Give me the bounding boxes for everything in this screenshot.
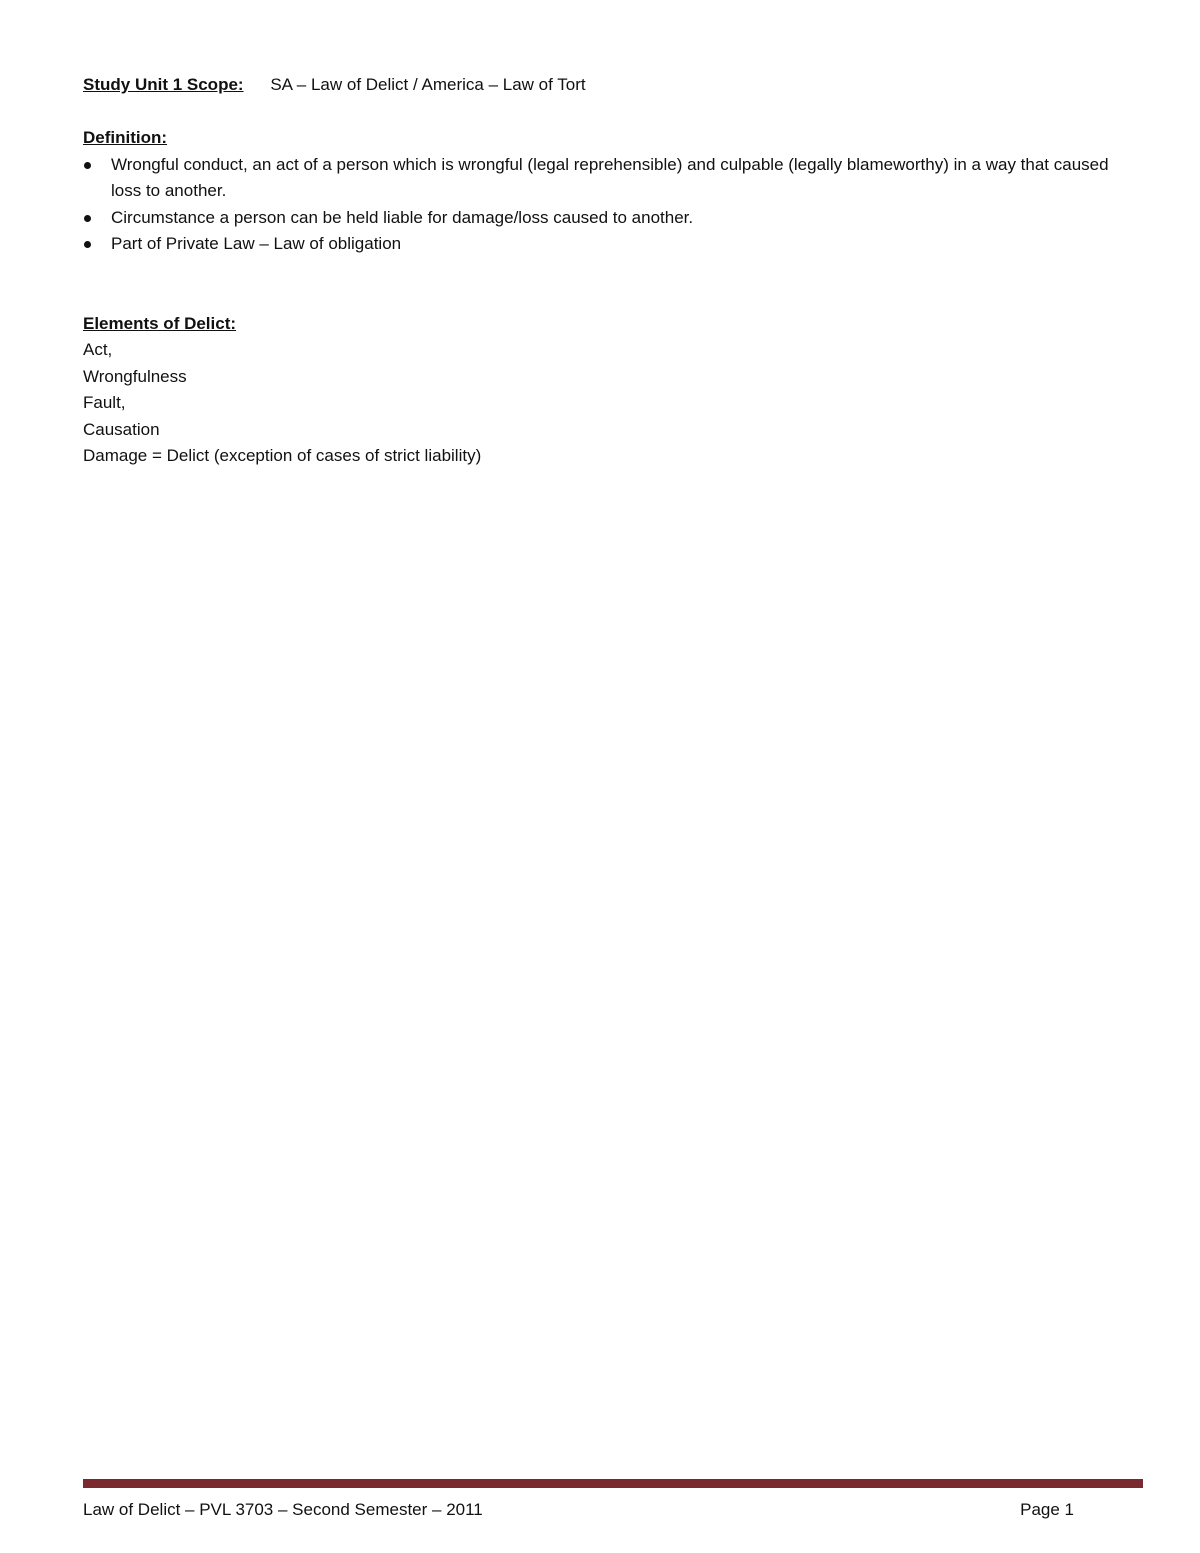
footer-course-text: Law of Delict – PVL 3703 – Second Semester – 2011 <box>83 1500 483 1519</box>
bullet-icon <box>84 162 91 169</box>
element-item: Causation <box>83 419 160 439</box>
study-unit-heading: Study Unit 1 Scope: <box>83 75 244 94</box>
elements-heading: Elements of Delict: <box>83 313 237 333</box>
definition-bullet-item <box>83 205 1143 232</box>
scope-text: SA – Law of Delict / America – Law of Tort <box>270 75 586 94</box>
scope-line <box>83 72 1143 99</box>
definition-bullet-item <box>83 231 1143 258</box>
spacer <box>83 258 1143 311</box>
spacer <box>83 99 1143 126</box>
element-item: Act, <box>83 340 113 359</box>
definition-bullet-text: Circumstance a person can be held liable for damage/loss caused to another. <box>111 207 694 227</box>
element-item: Damage = Delict (exception of cases of strict liability) <box>83 446 482 465</box>
element-item: Fault, <box>83 393 126 412</box>
footer-divider <box>83 1479 1143 1488</box>
definition-bullet-item <box>83 152 1143 205</box>
element-item: Wrongfulness <box>83 366 187 386</box>
definition-bullet-text: Part of Private Law – Law of obligation <box>111 234 402 253</box>
bullet-icon <box>84 215 91 222</box>
bullet-icon <box>84 241 91 248</box>
definition-bullet-text: Wrongful conduct, an act of a person which is wrongful (legal reprehensible) and culpable (legally blameworthy) in a way that caused loss to another. <box>111 154 1109 200</box>
page-number: Page 1 <box>1020 1500 1074 1519</box>
page-content <box>83 72 1143 470</box>
definition-list <box>83 152 1143 258</box>
definition-heading: Definition: <box>83 128 168 147</box>
